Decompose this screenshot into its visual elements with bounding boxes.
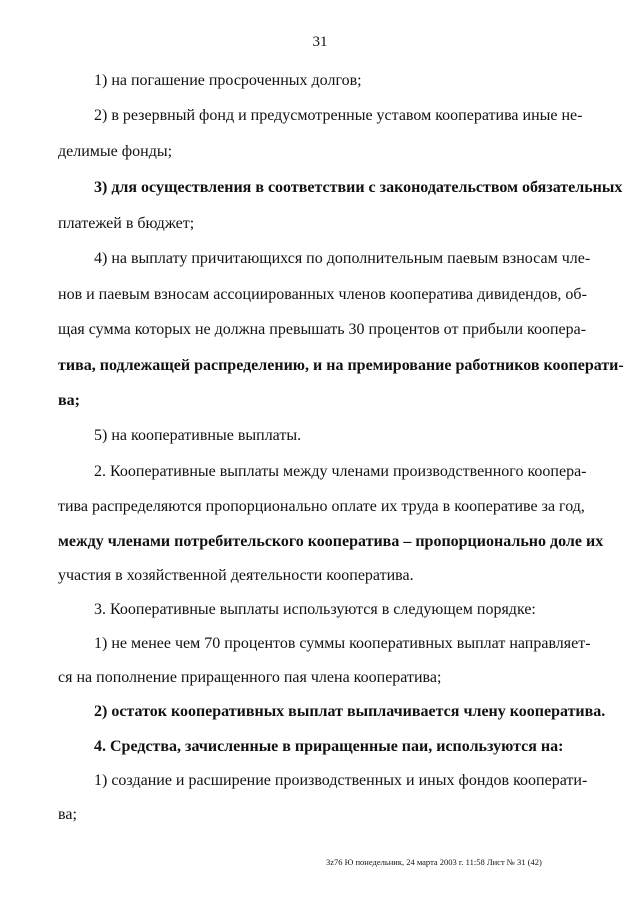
page-footer: 3z76 Ю понедельник, 24 марта 2003 г. 11:58 Лист № 31 (42) <box>326 857 542 867</box>
list-item-5: 5) на кооперативные выплаты. <box>94 427 302 444</box>
paragraph-2-line-4: участия в хозяйственной деятельности кооператива. <box>58 567 414 584</box>
paragraph-3-item-1-line-1: 1) не менее чем 70 процентов суммы кооперативных выплат направляет- <box>94 635 591 652</box>
list-item-1: 1) на погашение просроченных долгов; <box>94 72 362 89</box>
paragraph-4-item-1-line-1: 1) создание и расширение производственных и иных фондов кооперати- <box>94 772 588 789</box>
list-item-2-line-1: 2) в резервный фонд и предусмотренные уставом кооператива иные не- <box>94 107 583 124</box>
paragraph-3: 3. Кооперативные выплаты используются в следующем порядке: <box>94 601 536 618</box>
page-number: 31 <box>312 34 328 50</box>
paragraph-4-item-1-line-2: ва; <box>58 806 77 823</box>
paragraph-3-item-1-line-2: ся на пополнение приращенного пая члена кооператива; <box>58 669 442 686</box>
list-item-4-line-5: ва; <box>58 392 80 409</box>
list-item-3-line-2: платежей в бюджет; <box>58 215 195 232</box>
list-item-2-line-2: делимые фонды; <box>58 143 173 160</box>
list-item-4-line-1: 4) на выплату причитающихся по дополнительным паевым взносам чле- <box>94 250 591 267</box>
list-item-4-line-4: тива, подлежащей распределению, и на премирование работников кооперати- <box>58 357 624 374</box>
paragraph-2-line-2: тива распределяются пропорционально оплате их труда в кооперативе за год, <box>58 498 585 515</box>
paragraph-2-line-1: 2. Кооперативные выплаты между членами производственного коопера- <box>94 463 587 480</box>
list-item-4-line-3: щая сумма которых не должна превышать 30 процентов от прибыли коопера- <box>58 321 587 338</box>
list-item-4-line-2: нов и паевым взносам ассоциированных членов кооператива дивидендов, об- <box>58 286 587 303</box>
list-item-3-line-1: 3) для осуществления в соответствии с законодательством обязательных <box>94 179 623 196</box>
paragraph-4: 4. Средства, зачисленные в приращенные паи, используются на: <box>94 738 564 755</box>
paragraph-2-line-3: между членами потребительского кооператива – пропорционально доле их <box>58 533 604 550</box>
paragraph-3-item-2: 2) остаток кооперативных выплат выплачивается члену кооператива. <box>94 703 606 720</box>
